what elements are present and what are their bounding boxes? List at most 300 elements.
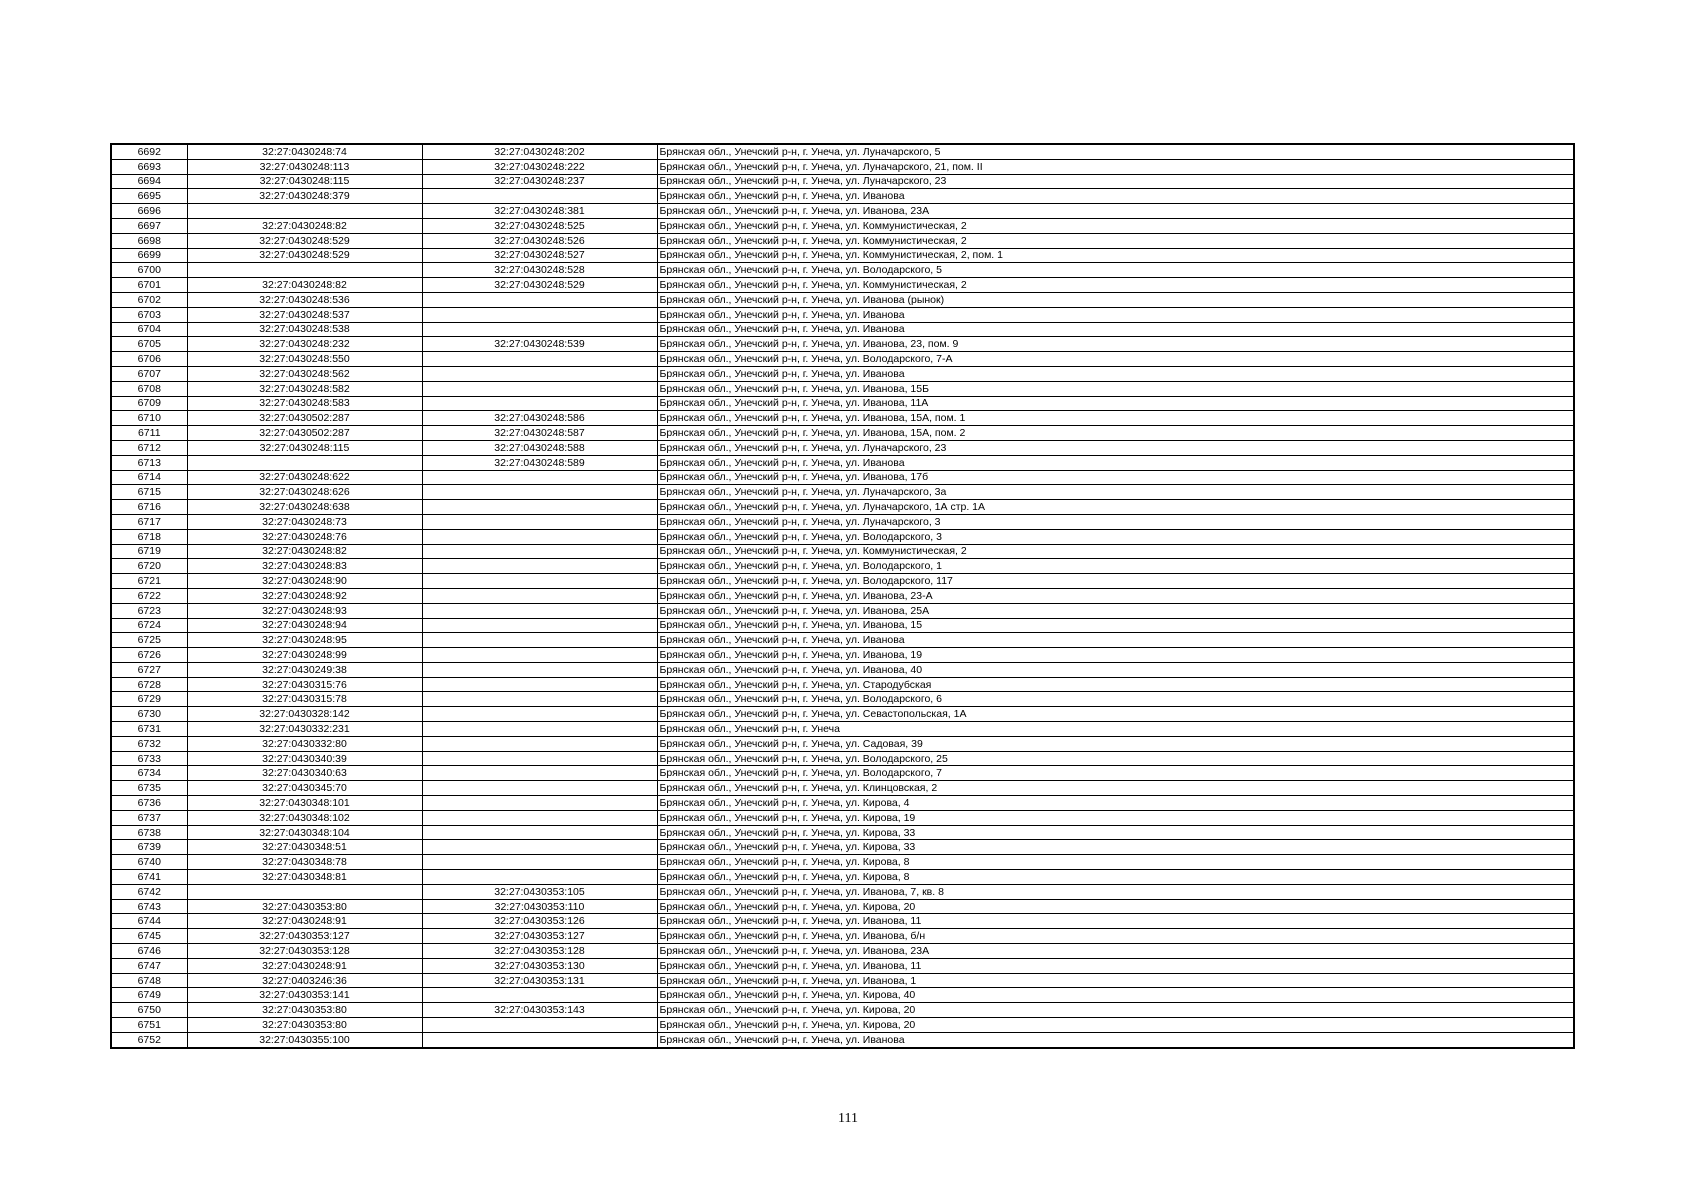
table-row: [111, 648, 1574, 663]
table-row: [111, 781, 1574, 796]
land-cadastral-number-cell: 32:27:0430248:93: [187, 603, 422, 618]
row-number-cell: 6707: [111, 366, 187, 381]
address-cell: Брянская обл., Унечский р-н, г. Унеча, ул. Иванова: [657, 307, 1574, 322]
object-cadastral-number-cell: 32:27:0430248:381: [422, 204, 657, 219]
address-cell: Брянская обл., Унечский р-н, г. Унеча, ул. Коммунистическая, 2, пом. 1: [657, 248, 1574, 263]
object-cadastral-number-cell: [422, 574, 657, 589]
object-cadastral-number-cell: 32:27:0430353:105: [422, 884, 657, 899]
row-number-cell: 6716: [111, 500, 187, 515]
table-row: [111, 722, 1574, 737]
land-cadastral-number-cell: 32:27:0430248:73: [187, 514, 422, 529]
land-cadastral-number-cell: 32:27:0430248:82: [187, 218, 422, 233]
address-cell: Брянская обл., Унечский р-н, г. Унеча, ул. Володарского, 6: [657, 692, 1574, 707]
row-number-cell: 6743: [111, 899, 187, 914]
address-cell: Брянская обл., Унечский р-н, г. Унеча, ул. Володарского, 7-А: [657, 352, 1574, 367]
address-cell: Брянская обл., Унечский р-н, г. Унеча, ул. Иванова, 15Б: [657, 381, 1574, 396]
object-cadastral-number-cell: 32:27:0430248:527: [422, 248, 657, 263]
land-cadastral-number-cell: 32:27:0430348:78: [187, 855, 422, 870]
object-cadastral-number-cell: 32:27:0430248:529: [422, 278, 657, 293]
table-row: [111, 588, 1574, 603]
object-cadastral-number-cell: [422, 514, 657, 529]
table-row: [111, 1018, 1574, 1033]
land-cadastral-number-cell: 32:27:0430348:104: [187, 825, 422, 840]
table-row: [111, 914, 1574, 929]
address-cell: Брянская обл., Унечский р-н, г. Унеча, ул. Иванова, 23А: [657, 204, 1574, 219]
table-row: [111, 440, 1574, 455]
table-row: [111, 796, 1574, 811]
address-cell: Брянская обл., Унечский р-н, г. Унеча, ул. Иванова: [657, 633, 1574, 648]
address-cell: Брянская обл., Унечский р-н, г. Унеча, ул. Иванова: [657, 189, 1574, 204]
table-row: [111, 529, 1574, 544]
row-number-cell: 6739: [111, 840, 187, 855]
table-row: [111, 603, 1574, 618]
address-cell: Брянская обл., Унечский р-н, г. Унеча, ул. Иванова, 11: [657, 914, 1574, 929]
table-row: [111, 677, 1574, 692]
address-cell: Брянская обл., Унечский р-н, г. Унеча, ул. Кирова, 33: [657, 825, 1574, 840]
object-cadastral-number-cell: [422, 588, 657, 603]
table-row: [111, 218, 1574, 233]
table-row: [111, 899, 1574, 914]
address-cell: Брянская обл., Унечский р-н, г. Унеча, ул. Севастопольская, 1А: [657, 707, 1574, 722]
object-cadastral-number-cell: [422, 366, 657, 381]
land-cadastral-number-cell: 32:27:0430248:638: [187, 500, 422, 515]
address-cell: Брянская обл., Унечский р-н, г. Унеча, ул. Луначарского, 3а: [657, 485, 1574, 500]
land-cadastral-number-cell: 32:27:0430248:90: [187, 574, 422, 589]
object-cadastral-number-cell: [422, 855, 657, 870]
address-cell: Брянская обл., Унечский р-н, г. Унеча, ул. Кирова, 33: [657, 840, 1574, 855]
object-cadastral-number-cell: [422, 988, 657, 1003]
address-cell: Брянская обл., Унечский р-н, г. Унеча, ул. Иванова: [657, 455, 1574, 470]
land-cadastral-number-cell: 32:27:0430502:287: [187, 411, 422, 426]
land-cadastral-number-cell: 32:27:0430353:80: [187, 899, 422, 914]
table-row: [111, 455, 1574, 470]
land-cadastral-number-cell: [187, 884, 422, 899]
row-number-cell: 6704: [111, 322, 187, 337]
object-cadastral-number-cell: [422, 544, 657, 559]
object-cadastral-number-cell: [422, 352, 657, 367]
object-cadastral-number-cell: [422, 381, 657, 396]
row-number-cell: 6702: [111, 292, 187, 307]
address-cell: Брянская обл., Унечский р-н, г. Унеча, ул. Иванова, 1: [657, 973, 1574, 988]
object-cadastral-number-cell: [422, 1018, 657, 1033]
object-cadastral-number-cell: 32:27:0430248:539: [422, 337, 657, 352]
row-number-cell: 6696: [111, 204, 187, 219]
row-number-cell: 6728: [111, 677, 187, 692]
table-row: [111, 574, 1574, 589]
address-cell: Брянская обл., Унечский р-н, г. Унеча, ул. Володарского, 3: [657, 529, 1574, 544]
object-cadastral-number-cell: [422, 292, 657, 307]
object-cadastral-number-cell: [422, 751, 657, 766]
land-cadastral-number-cell: [187, 204, 422, 219]
row-number-cell: 6741: [111, 870, 187, 885]
object-cadastral-number-cell: [422, 648, 657, 663]
row-number-cell: 6698: [111, 233, 187, 248]
land-cadastral-number-cell: 32:27:0430248:538: [187, 322, 422, 337]
row-number-cell: 6721: [111, 574, 187, 589]
table-row: [111, 189, 1574, 204]
table-row: [111, 396, 1574, 411]
land-cadastral-number-cell: 32:27:0430340:63: [187, 766, 422, 781]
row-number-cell: 6709: [111, 396, 187, 411]
row-number-cell: 6701: [111, 278, 187, 293]
address-cell: Брянская обл., Унечский р-н, г. Унеча: [657, 722, 1574, 737]
row-number-cell: 6703: [111, 307, 187, 322]
object-cadastral-number-cell: [422, 840, 657, 855]
table-row: [111, 204, 1574, 219]
land-cadastral-number-cell: 32:27:0430248:529: [187, 233, 422, 248]
page-number: 111: [838, 1111, 858, 1126]
address-cell: Брянская обл., Унечский р-н, г. Унеча, ул. Иванова, 15А, пом. 1: [657, 411, 1574, 426]
object-cadastral-number-cell: [422, 781, 657, 796]
land-cadastral-number-cell: 32:27:0430353:80: [187, 1018, 422, 1033]
table-row: [111, 840, 1574, 855]
object-cadastral-number-cell: 32:27:0430248:202: [422, 144, 657, 159]
land-cadastral-number-cell: 32:27:0430248:91: [187, 958, 422, 973]
table-row: [111, 1003, 1574, 1018]
address-cell: Брянская обл., Унечский р-н, г. Унеча, ул. Володарского, 117: [657, 574, 1574, 589]
land-cadastral-number-cell: 32:27:0430248:622: [187, 470, 422, 485]
table-row: [111, 381, 1574, 396]
row-number-cell: 6729: [111, 692, 187, 707]
land-cadastral-number-cell: 32:27:0430248:115: [187, 440, 422, 455]
row-number-cell: 6706: [111, 352, 187, 367]
row-number-cell: 6715: [111, 485, 187, 500]
table-row: [111, 144, 1574, 159]
address-cell: Брянская обл., Унечский р-н, г. Унеча, ул. Стародубская: [657, 677, 1574, 692]
object-cadastral-number-cell: 32:27:0430248:587: [422, 426, 657, 441]
row-number-cell: 6742: [111, 884, 187, 899]
table-row: [111, 514, 1574, 529]
table-row: [111, 929, 1574, 944]
row-number-cell: 6692: [111, 144, 187, 159]
table-row: [111, 810, 1574, 825]
row-number-cell: 6720: [111, 559, 187, 574]
row-number-cell: 6722: [111, 588, 187, 603]
land-cadastral-number-cell: 32:27:0430248:562: [187, 366, 422, 381]
land-cadastral-number-cell: 32:27:0430332:80: [187, 736, 422, 751]
land-cadastral-number-cell: 32:27:0430355:100: [187, 1032, 422, 1047]
row-number-cell: 6738: [111, 825, 187, 840]
table-row: [111, 366, 1574, 381]
object-cadastral-number-cell: [422, 722, 657, 737]
table-row: [111, 766, 1574, 781]
row-number-cell: 6748: [111, 973, 187, 988]
address-cell: Брянская обл., Унечский р-н, г. Унеча, ул. Иванова, 11: [657, 958, 1574, 973]
registry-table-body: [111, 144, 1574, 1048]
address-cell: Брянская обл., Унечский р-н, г. Унеча, ул. Володарского, 1: [657, 559, 1574, 574]
address-cell: Брянская обл., Унечский р-н, г. Унеча, ул. Кирова, 40: [657, 988, 1574, 1003]
table-row: [111, 322, 1574, 337]
object-cadastral-number-cell: [422, 189, 657, 204]
table-row: [111, 307, 1574, 322]
object-cadastral-number-cell: 32:27:0430248:222: [422, 159, 657, 174]
row-number-cell: 6700: [111, 263, 187, 278]
address-cell: Брянская обл., Унечский р-н, г. Унеча, ул. Коммунистическая, 2: [657, 544, 1574, 559]
address-cell: Брянская обл., Унечский р-н, г. Унеча, ул. Иванова, 25А: [657, 603, 1574, 618]
table-row: [111, 470, 1574, 485]
row-number-cell: 6746: [111, 944, 187, 959]
row-number-cell: 6752: [111, 1032, 187, 1047]
object-cadastral-number-cell: [422, 662, 657, 677]
land-cadastral-number-cell: 32:27:0430315:78: [187, 692, 422, 707]
row-number-cell: 6727: [111, 662, 187, 677]
address-cell: Брянская обл., Унечский р-н, г. Унеча, ул. Иванова, 15: [657, 618, 1574, 633]
object-cadastral-number-cell: 32:27:0430248:528: [422, 263, 657, 278]
land-cadastral-number-cell: 32:27:0430348:81: [187, 870, 422, 885]
object-cadastral-number-cell: [422, 485, 657, 500]
land-cadastral-number-cell: 32:27:0430248:232: [187, 337, 422, 352]
object-cadastral-number-cell: 32:27:0430248:588: [422, 440, 657, 455]
row-number-cell: 6733: [111, 751, 187, 766]
row-number-cell: 6735: [111, 781, 187, 796]
object-cadastral-number-cell: [422, 307, 657, 322]
address-cell: Брянская обл., Унечский р-н, г. Унеча, ул. Иванова, 15А, пом. 2: [657, 426, 1574, 441]
row-number-cell: 6751: [111, 1018, 187, 1033]
object-cadastral-number-cell: [422, 825, 657, 840]
table-row: [111, 426, 1574, 441]
row-number-cell: 6734: [111, 766, 187, 781]
table-row: [111, 870, 1574, 885]
object-cadastral-number-cell: 32:27:0430248:589: [422, 455, 657, 470]
row-number-cell: 6694: [111, 174, 187, 189]
row-number-cell: 6736: [111, 796, 187, 811]
row-number-cell: 6697: [111, 218, 187, 233]
address-cell: Брянская обл., Унечский р-н, г. Унеча, ул. Иванова, 40: [657, 662, 1574, 677]
land-cadastral-number-cell: 32:27:0430248:76: [187, 529, 422, 544]
row-number-cell: 6740: [111, 855, 187, 870]
table-row: [111, 825, 1574, 840]
address-cell: Брянская обл., Унечский р-н, г. Унеча, ул. Иванова (рынок): [657, 292, 1574, 307]
table-row: [111, 174, 1574, 189]
land-cadastral-number-cell: 32:27:0430248:583: [187, 396, 422, 411]
address-cell: Брянская обл., Унечский р-н, г. Унеча, ул. Иванова, б/н: [657, 929, 1574, 944]
row-number-cell: 6712: [111, 440, 187, 455]
address-cell: Брянская обл., Унечский р-н, г. Унеча, ул. Иванова, 23А: [657, 944, 1574, 959]
address-cell: Брянская обл., Унечский р-н, г. Унеча, ул. Иванова, 19: [657, 648, 1574, 663]
object-cadastral-number-cell: 32:27:0430353:127: [422, 929, 657, 944]
object-cadastral-number-cell: [422, 766, 657, 781]
row-number-cell: 6730: [111, 707, 187, 722]
row-number-cell: 6750: [111, 1003, 187, 1018]
object-cadastral-number-cell: 32:27:0430353:110: [422, 899, 657, 914]
land-cadastral-number-cell: 32:27:0430332:231: [187, 722, 422, 737]
object-cadastral-number-cell: [422, 500, 657, 515]
land-cadastral-number-cell: 32:27:0430248:626: [187, 485, 422, 500]
land-cadastral-number-cell: 32:27:0430502:287: [187, 426, 422, 441]
object-cadastral-number-cell: [422, 559, 657, 574]
table-row: [111, 944, 1574, 959]
object-cadastral-number-cell: 32:27:0430353:130: [422, 958, 657, 973]
address-cell: Брянская обл., Унечский р-н, г. Унеча, ул. Кирова, 19: [657, 810, 1574, 825]
row-number-cell: 6747: [111, 958, 187, 973]
address-cell: Брянская обл., Унечский р-н, г. Унеча, ул. Володарского, 5: [657, 263, 1574, 278]
row-number-cell: 6711: [111, 426, 187, 441]
object-cadastral-number-cell: 32:27:0430248:586: [422, 411, 657, 426]
table-row: [111, 958, 1574, 973]
address-cell: Брянская обл., Унечский р-н, г. Унеча, ул. Луначарского, 23: [657, 174, 1574, 189]
land-cadastral-number-cell: 32:27:0430345:70: [187, 781, 422, 796]
land-cadastral-number-cell: 32:27:0430248:82: [187, 544, 422, 559]
row-number-cell: 6725: [111, 633, 187, 648]
object-cadastral-number-cell: 32:27:0430353:126: [422, 914, 657, 929]
object-cadastral-number-cell: 32:27:0430248:526: [422, 233, 657, 248]
object-cadastral-number-cell: [422, 1032, 657, 1047]
address-cell: Брянская обл., Унечский р-н, г. Унеча, ул. Луначарского, 21, пом. II: [657, 159, 1574, 174]
land-cadastral-number-cell: 32:27:0430248:550: [187, 352, 422, 367]
row-number-cell: 6718: [111, 529, 187, 544]
table-row: [111, 263, 1574, 278]
land-cadastral-number-cell: 32:27:0430248:91: [187, 914, 422, 929]
table-row: [111, 278, 1574, 293]
object-cadastral-number-cell: [422, 870, 657, 885]
row-number-cell: 6695: [111, 189, 187, 204]
table-row: [111, 884, 1574, 899]
table-row: [111, 559, 1574, 574]
address-cell: Брянская обл., Унечский р-н, г. Унеча, ул. Кирова, 20: [657, 1003, 1574, 1018]
land-cadastral-number-cell: 32:27:0430248:82: [187, 278, 422, 293]
land-cadastral-number-cell: [187, 263, 422, 278]
table-row: [111, 159, 1574, 174]
object-cadastral-number-cell: [422, 692, 657, 707]
address-cell: Брянская обл., Унечский р-н, г. Унеча, ул. Иванова: [657, 322, 1574, 337]
address-cell: Брянская обл., Унечский р-н, г. Унеча, ул. Володарского, 7: [657, 766, 1574, 781]
land-cadastral-number-cell: 32:27:0430248:113: [187, 159, 422, 174]
address-cell: Брянская обл., Унечский р-н, г. Унеча, ул. Володарского, 25: [657, 751, 1574, 766]
address-cell: Брянская обл., Унечский р-н, г. Унеча, ул. Кирова, 8: [657, 855, 1574, 870]
table-row: [111, 500, 1574, 515]
object-cadastral-number-cell: [422, 322, 657, 337]
land-cadastral-number-cell: 32:27:0430248:115: [187, 174, 422, 189]
address-cell: Брянская обл., Унечский р-н, г. Унеча, ул. Луначарского, 3: [657, 514, 1574, 529]
land-cadastral-number-cell: 32:27:0430249:38: [187, 662, 422, 677]
object-cadastral-number-cell: [422, 529, 657, 544]
address-cell: Брянская обл., Унечский р-н, г. Унеча, ул. Иванова, 11А: [657, 396, 1574, 411]
object-cadastral-number-cell: [422, 633, 657, 648]
land-cadastral-number-cell: 32:27:0430248:74: [187, 144, 422, 159]
land-cadastral-number-cell: 32:27:0430340:39: [187, 751, 422, 766]
address-cell: Брянская обл., Унечский р-н, г. Унеча, ул. Иванова, 7, кв. 8: [657, 884, 1574, 899]
address-cell: Брянская обл., Унечский р-н, г. Унеча, ул. Иванова: [657, 1032, 1574, 1047]
row-number-cell: 6710: [111, 411, 187, 426]
land-cadastral-number-cell: 32:27:0430348:101: [187, 796, 422, 811]
address-cell: Брянская обл., Унечский р-н, г. Унеча, ул. Кирова, 20: [657, 1018, 1574, 1033]
land-cadastral-number-cell: 32:27:0403246:36: [187, 973, 422, 988]
address-cell: Брянская обл., Унечский р-н, г. Унеча, ул. Луначарского, 23: [657, 440, 1574, 455]
table-row: [111, 707, 1574, 722]
table-row: [111, 855, 1574, 870]
table-row: [111, 662, 1574, 677]
land-cadastral-number-cell: 32:27:0430248:92: [187, 588, 422, 603]
table-row: [111, 292, 1574, 307]
row-number-cell: 6714: [111, 470, 187, 485]
address-cell: Брянская обл., Унечский р-н, г. Унеча, ул. Кирова, 8: [657, 870, 1574, 885]
address-cell: Брянская обл., Унечский р-н, г. Унеча, ул. Клинцовская, 2: [657, 781, 1574, 796]
object-cadastral-number-cell: 32:27:0430248:237: [422, 174, 657, 189]
address-cell: Брянская обл., Унечский р-н, г. Унеча, ул. Иванова, 23-А: [657, 588, 1574, 603]
object-cadastral-number-cell: [422, 736, 657, 751]
table-row: [111, 248, 1574, 263]
address-cell: Брянская обл., Унечский р-н, г. Унеча, ул. Иванова: [657, 366, 1574, 381]
land-cadastral-number-cell: 32:27:0430248:83: [187, 559, 422, 574]
table-row: [111, 633, 1574, 648]
table-row: [111, 233, 1574, 248]
object-cadastral-number-cell: [422, 677, 657, 692]
land-cadastral-number-cell: 32:27:0430348:102: [187, 810, 422, 825]
object-cadastral-number-cell: 32:27:0430353:143: [422, 1003, 657, 1018]
table-row: [111, 411, 1574, 426]
land-cadastral-number-cell: 32:27:0430248:379: [187, 189, 422, 204]
address-cell: Брянская обл., Унечский р-н, г. Унеча, ул. Иванова, 23, пом. 9: [657, 337, 1574, 352]
object-cadastral-number-cell: [422, 396, 657, 411]
land-cadastral-number-cell: 32:27:0430353:128: [187, 944, 422, 959]
address-cell: Брянская обл., Унечский р-н, г. Унеча, ул. Коммунистическая, 2: [657, 233, 1574, 248]
land-cadastral-number-cell: 32:27:0430353:127: [187, 929, 422, 944]
row-number-cell: 6744: [111, 914, 187, 929]
table-row: [111, 352, 1574, 367]
row-number-cell: 6724: [111, 618, 187, 633]
land-cadastral-number-cell: [187, 455, 422, 470]
land-cadastral-number-cell: 32:27:0430315:76: [187, 677, 422, 692]
object-cadastral-number-cell: [422, 796, 657, 811]
row-number-cell: 6699: [111, 248, 187, 263]
row-number-cell: 6693: [111, 159, 187, 174]
land-cadastral-number-cell: 32:27:0430248:582: [187, 381, 422, 396]
table-row: [111, 736, 1574, 751]
row-number-cell: 6708: [111, 381, 187, 396]
row-number-cell: 6719: [111, 544, 187, 559]
table-row: [111, 618, 1574, 633]
object-cadastral-number-cell: [422, 707, 657, 722]
land-cadastral-number-cell: 32:27:0430353:80: [187, 1003, 422, 1018]
land-cadastral-number-cell: 32:27:0430248:537: [187, 307, 422, 322]
address-cell: Брянская обл., Унечский р-н, г. Унеча, ул. Кирова, 20: [657, 899, 1574, 914]
object-cadastral-number-cell: [422, 470, 657, 485]
object-cadastral-number-cell: 32:27:0430248:525: [422, 218, 657, 233]
address-cell: Брянская обл., Унечский р-н, г. Унеча, ул. Коммунистическая, 2: [657, 278, 1574, 293]
table-row: [111, 544, 1574, 559]
row-number-cell: 6737: [111, 810, 187, 825]
row-number-cell: 6726: [111, 648, 187, 663]
row-number-cell: 6745: [111, 929, 187, 944]
land-cadastral-number-cell: 32:27:0430328:142: [187, 707, 422, 722]
object-cadastral-number-cell: [422, 618, 657, 633]
row-number-cell: 6732: [111, 736, 187, 751]
table-row: [111, 751, 1574, 766]
table-row: [111, 973, 1574, 988]
row-number-cell: 6717: [111, 514, 187, 529]
address-cell: Брянская обл., Унечский р-н, г. Унеча, ул. Луначарского, 5: [657, 144, 1574, 159]
land-cadastral-number-cell: 32:27:0430248:94: [187, 618, 422, 633]
table-row: [111, 485, 1574, 500]
address-cell: Брянская обл., Унечский р-н, г. Унеча, ул. Луначарского, 1А стр. 1А: [657, 500, 1574, 515]
land-cadastral-number-cell: 32:27:0430248:99: [187, 648, 422, 663]
row-number-cell: 6713: [111, 455, 187, 470]
land-cadastral-number-cell: 32:27:0430348:51: [187, 840, 422, 855]
land-cadastral-number-cell: 32:27:0430248:95: [187, 633, 422, 648]
row-number-cell: 6723: [111, 603, 187, 618]
land-cadastral-number-cell: 32:27:0430248:536: [187, 292, 422, 307]
address-cell: Брянская обл., Унечский р-н, г. Унеча, ул. Садовая, 39: [657, 736, 1574, 751]
address-cell: Брянская обл., Унечский р-н, г. Унеча, ул. Коммунистическая, 2: [657, 218, 1574, 233]
land-cadastral-number-cell: 32:27:0430353:141: [187, 988, 422, 1003]
land-cadastral-number-cell: 32:27:0430248:529: [187, 248, 422, 263]
table-row: [111, 692, 1574, 707]
object-cadastral-number-cell: [422, 810, 657, 825]
row-number-cell: 6749: [111, 988, 187, 1003]
address-cell: Брянская обл., Унечский р-н, г. Унеча, ул. Иванова, 17б: [657, 470, 1574, 485]
object-cadastral-number-cell: 32:27:0430353:131: [422, 973, 657, 988]
object-cadastral-number-cell: 32:27:0430353:128: [422, 944, 657, 959]
